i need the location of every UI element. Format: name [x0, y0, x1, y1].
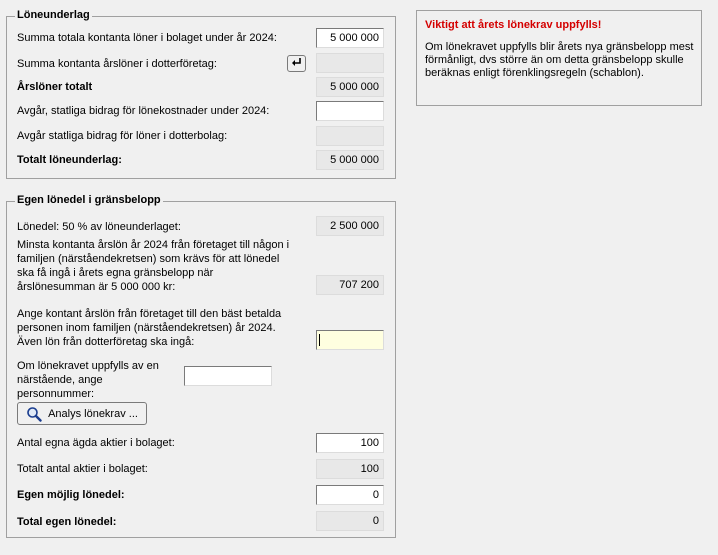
totalt-loneunderlag-field: 5 000 000	[316, 150, 384, 170]
minsta-arslon-field: 707 200	[316, 275, 384, 295]
transfer-button[interactable]	[287, 55, 306, 72]
avgar-dotter-label: Avgår statliga bidrag för löner i dotterbolag:	[17, 130, 228, 142]
lonedel-label: Lönedel: 50 % av löneunderlaget:	[17, 221, 181, 233]
warning-title: Viktigt att årets lönekrav uppfylls!	[425, 19, 602, 31]
aktier-egna-label: Antal egna ägda aktier i bolaget:	[17, 437, 175, 449]
summa-dotter-label: Summa kontanta årslöner i dotterföretag:	[17, 58, 217, 70]
aktier-egna-field[interactable]: 100	[316, 433, 384, 453]
arsloner-totalt-label: Årslöner totalt	[17, 81, 93, 93]
egen-mojlig-lonedel-field[interactable]: 0	[316, 485, 384, 505]
egen-mojlig-lonedel-label: Egen möjlig lönedel:	[17, 489, 125, 501]
arsloner-totalt-field: 5 000 000	[316, 77, 384, 97]
avgar-dotter-field	[316, 126, 384, 146]
summa-totala-field[interactable]: 5 000 000	[316, 28, 384, 48]
enter-arrow-icon	[291, 58, 302, 70]
warning-panel	[416, 10, 702, 106]
warning-text: Om lönekravet uppfylls blir årets nya gränsbelopp mest förmånligt, dvs större än om detta gränsbelopp skulle beräknas enligt förenklingsregeln (schablon).	[425, 41, 694, 79]
lonedel-field: 2 500 000	[316, 216, 384, 236]
loneunderlag-title: Löneunderlag	[17, 9, 90, 21]
avgar-bidrag-field[interactable]	[316, 101, 384, 121]
avgar-bidrag-label: Avgår, statliga bidrag för lönekostnader under 2024:	[17, 105, 270, 117]
text-caret	[319, 334, 320, 346]
magnifier-icon	[26, 406, 42, 422]
total-egen-lonedel-label: Total egen lönedel:	[17, 516, 117, 528]
personnummer-label: Om lönekravet uppfylls av en närstående, ange personnummer:	[17, 360, 159, 400]
total-egen-lonedel-field: 0	[316, 511, 384, 531]
aktier-totalt-field: 100	[316, 459, 384, 479]
analys-lonekrav-label: Analys lönekrav ...	[48, 407, 138, 420]
totalt-loneunderlag-label: Totalt löneunderlag:	[17, 154, 122, 166]
summa-totala-label: Summa totala kontanta löner i bolaget under år 2024:	[17, 32, 277, 44]
ange-arslon-field[interactable]	[316, 330, 384, 350]
analys-lonekrav-button[interactable]	[17, 402, 147, 425]
summa-dotter-field	[316, 53, 384, 73]
ange-arslon-label: Ange kontant årslön från företaget till den bäst betalda personen inom familjen (närståendekretsen) år 2024. Även lön från dotterföretag ska ingå:	[17, 308, 282, 348]
aktier-totalt-label: Totalt antal aktier i bolaget:	[17, 463, 148, 475]
egen-lonedel-title: Egen lönedel i gränsbelopp	[17, 194, 161, 206]
minsta-arslon-label: Minsta kontanta årslön år 2024 från företaget till någon i familjen (närståendekretsen) som krävs för att lönedel ska få ingå i årets egna gränsbelopp när årslönesumman är 5 000 000 kr:	[17, 239, 290, 293]
personnummer-field[interactable]	[184, 366, 272, 386]
